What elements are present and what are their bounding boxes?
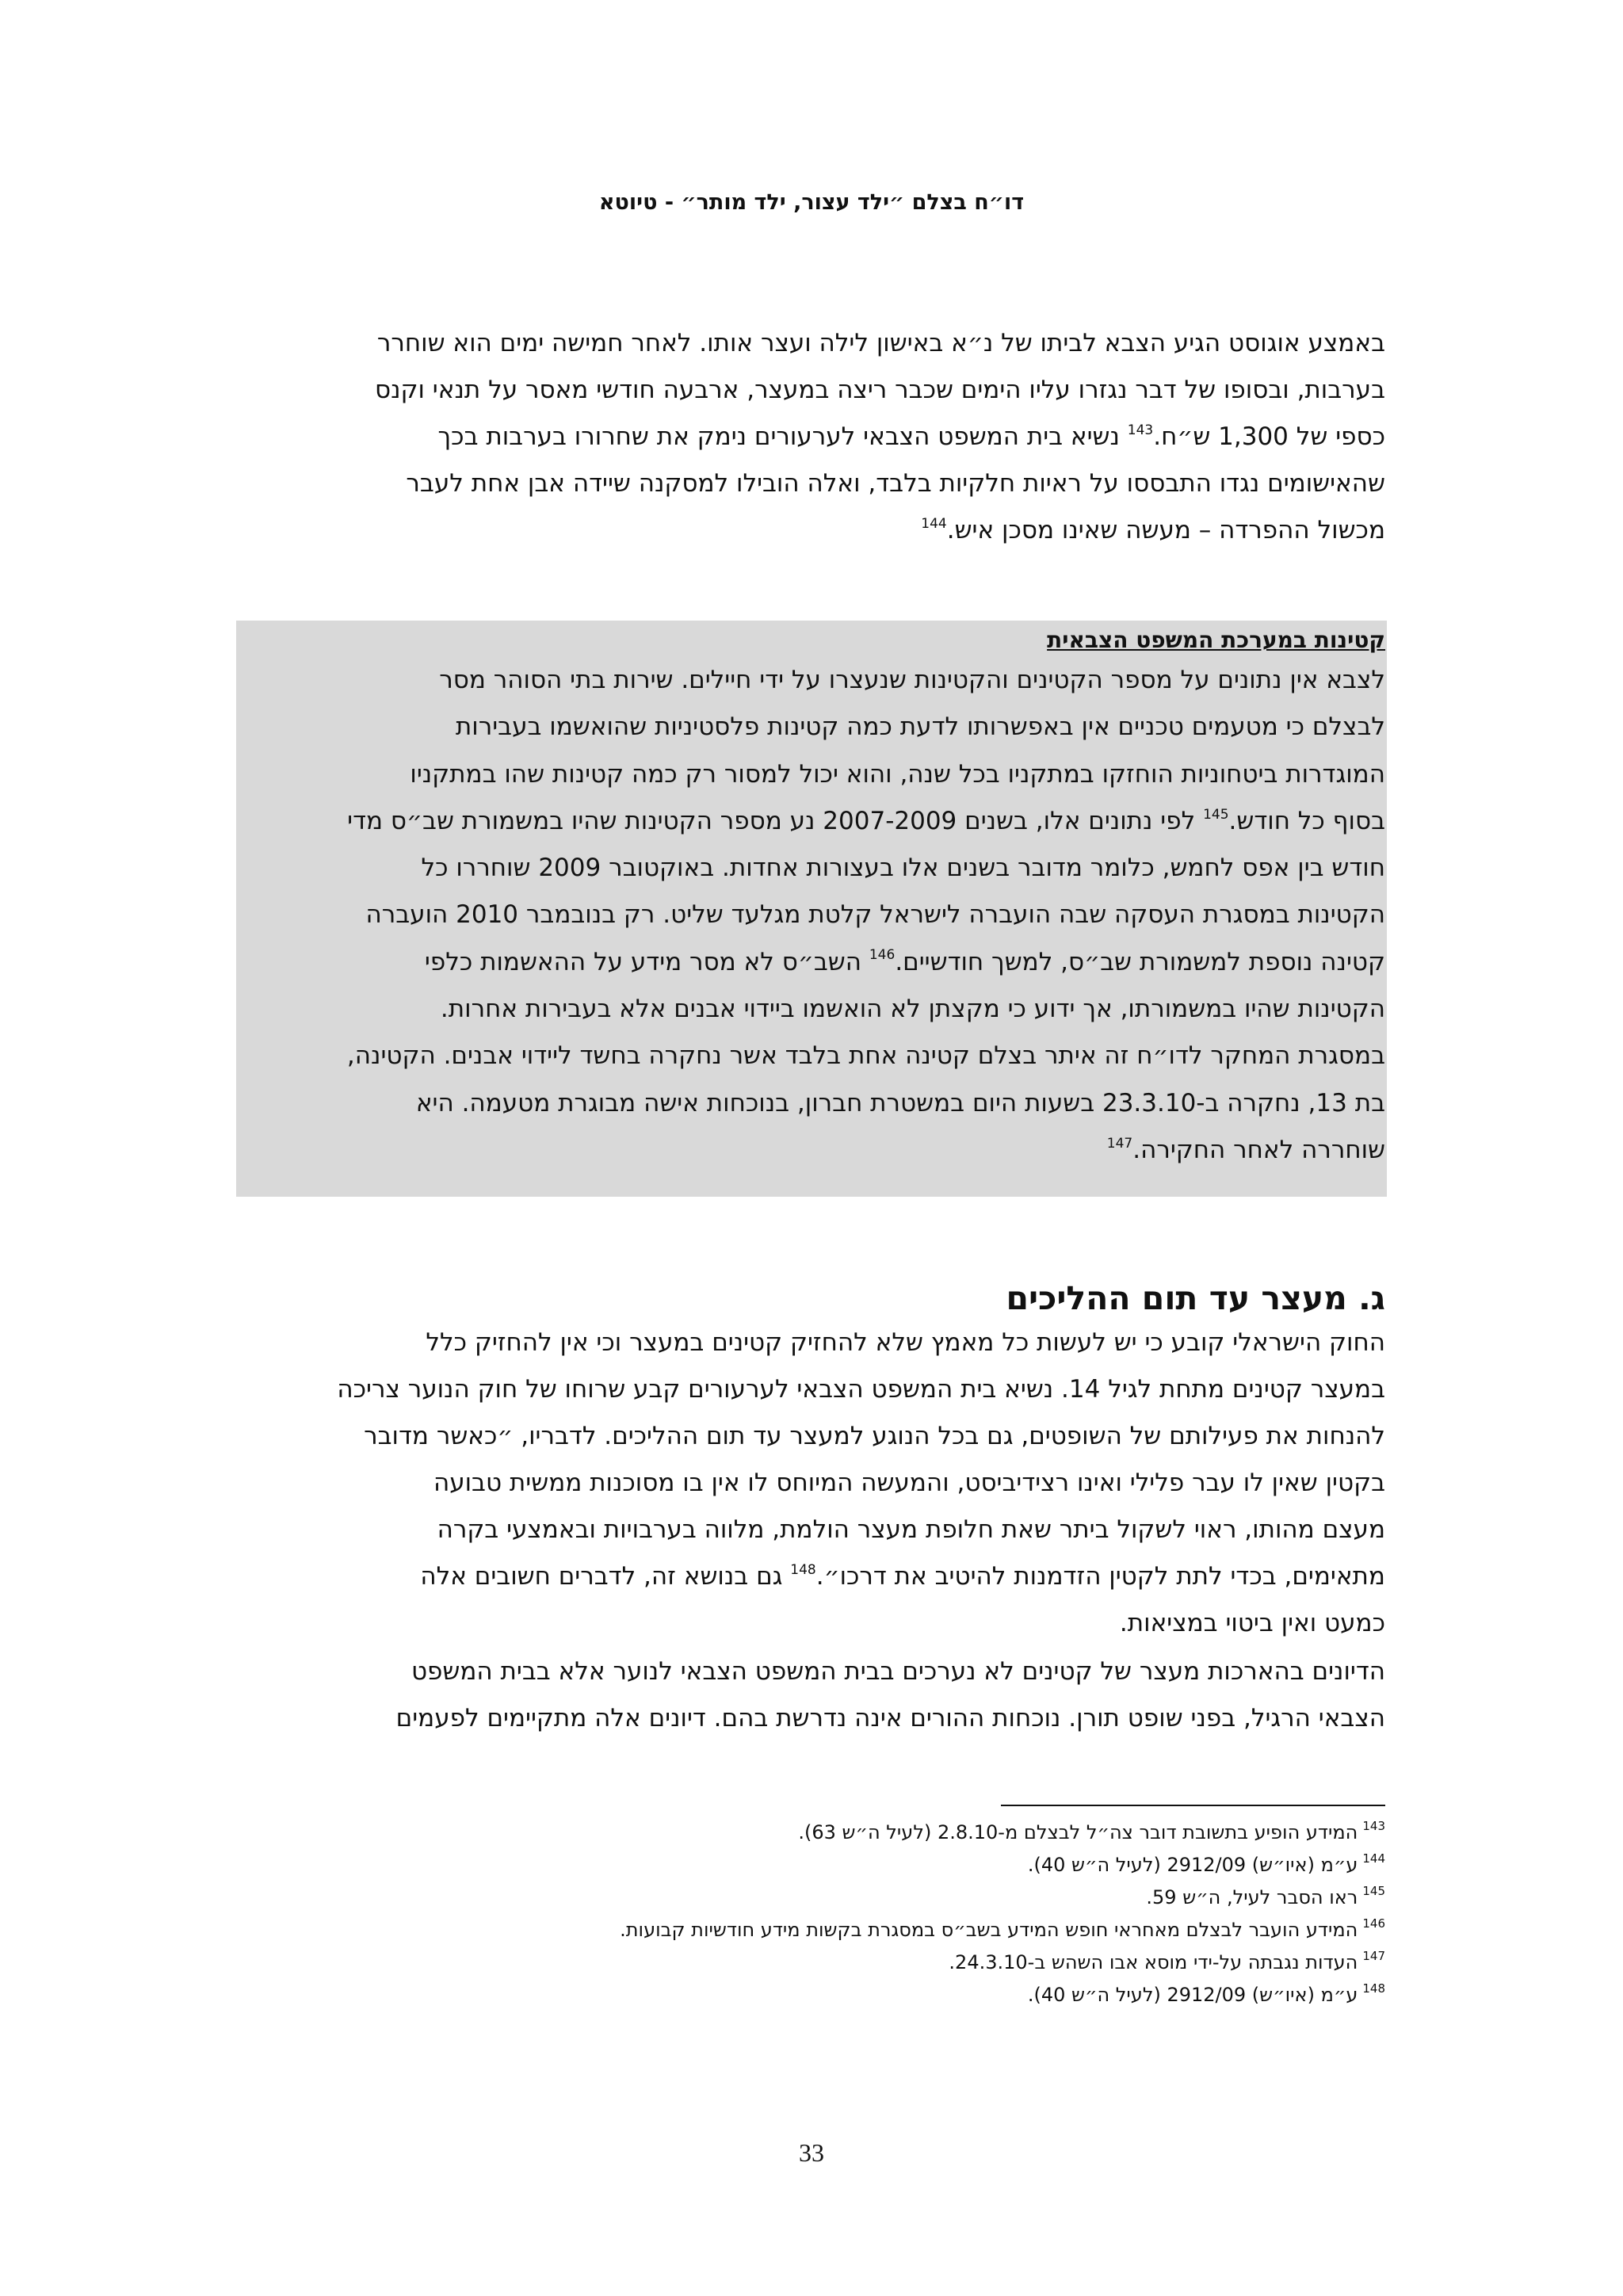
sidebar-box-minor-girls (236, 621, 1387, 1197)
text-line: לצבא אין נתונים על מספר הקטינים והקטינות שנעצרו על ידי חיילים. שירות בתי הסוהר מסר (439, 666, 1385, 694)
paragraph-hearings (238, 1648, 1385, 1742)
footnote-divider (1001, 1805, 1385, 1806)
text-line: בערבות, ובסופו של דבר נגזרו עליו הימים שכבר ריצה במעצר, ארבעה חודשי מאסר על תנאי וקנס (374, 376, 1385, 404)
text-line: שהאישומים נגדו התבססו על ראיות חלקיות בלבד, ואלה הובילו למסקנה שיידה אבן אחת לעבר (406, 469, 1385, 498)
page-number: 33 (799, 2138, 824, 2167)
footnote (238, 1946, 1385, 1979)
footnote-number: 148 (1362, 1981, 1385, 1996)
text-segment: כספי של 1,300 ש״ח. (1153, 422, 1385, 451)
footnote-ref[interactable]: 148 (790, 1561, 816, 1578)
text-segment: נשיא בית המשפט הצבאי לערעורים נימק את שחרורו בערבות בכך (437, 422, 1120, 451)
text-line (238, 798, 1385, 845)
running-header: דו״ח בצלם ״ילד עצור, ילד מותר״ - טיוטא (598, 190, 1025, 215)
text-segment: בסוף כל חודש. (1228, 806, 1385, 835)
text-line: הצבאי הרגיל, בפני שופט תורן. נוכחות ההורים אינה נדרשת בהם. דיונים אלה מתקיימים לפעמים (395, 1704, 1385, 1733)
text-segment: לפי נתונים אלו, בשנים 2007-2009 נע מספר הקטינות שהיו במשמורת שב״ס מדי (347, 806, 1196, 835)
text-line: כמעט ואין ביטוי במציאות. (1119, 1609, 1385, 1637)
text-line: באמצע אוגוסט הגיע הצבא לביתו של נ״א באישון לילה ועצר אותו. לאחר חמישה ימים הוא שוחרר (376, 329, 1385, 357)
footnote-number: 143 (1362, 1819, 1385, 1833)
footnote-ref[interactable]: 143 (1127, 422, 1154, 438)
footnote (238, 1817, 1385, 1849)
text-line: במעצר קטינים מתחת לגיל 14. נשיא בית המשפט הצבאי לערעורים קבע שרוחו של חוק הנוער צריכה (337, 1375, 1385, 1404)
footnote-number: 144 (1362, 1851, 1385, 1866)
footnotes (238, 1817, 1385, 2011)
footnote-text: המידע הופיע בתשובת דובר צה״ל לבצלם מ-2.8.10 (לעיל ה״ש 63). (798, 1821, 1358, 1843)
text-segment: קטינה נוספת למשמורת שב״ס, למשך חודשיים. (895, 947, 1385, 976)
text-segment: שוחררה לאחר החקירה. (1132, 1135, 1385, 1164)
footnote-number: 147 (1362, 1949, 1385, 1963)
text-segment: השב״ס לא מסר מידע על ההאשמות כלפי (424, 947, 861, 976)
text-line: הקטינות שהיו במשמורתו, אך ידוע כי מקצתן לא הואשמו ביידוי אבנים אלא בעבירות אחרות. (440, 995, 1385, 1024)
text-line (238, 1127, 1385, 1174)
footnote-text: ע״מ (איו״ש) 2912/09 (לעיל ה״ש 40). (1027, 1984, 1358, 2006)
text-line: בת 13, נחקרה ב-23.3.10 בשעות היום במשטרת חברון, בנוכחות אישה מבוגרת מטעמה. היא (415, 1088, 1385, 1117)
footnote-ref[interactable]: 144 (921, 515, 947, 532)
text-line: לבצלם כי מטעמים טכניים אין באפשרותו לדעת כמה קטינות פלסטיניות שהואשמו בעבירות (455, 712, 1385, 742)
footnote-ref[interactable]: 146 (869, 947, 896, 964)
paragraph-law (238, 1320, 1385, 1647)
text-line: בקטין שאין לו עבר פלילי ואינו רצידיביסט, והמעשה המיוחס לו אין בו מסוכנות ממשית טבועה (433, 1469, 1385, 1497)
text-segment: מתאימים, בכדי לתת לקטין הזדמנות להיטיב את דרכו״. (815, 1562, 1385, 1591)
footnote-number: 145 (1362, 1884, 1385, 1898)
section-heading: ג. מעצר עד תום ההליכים (1006, 1279, 1385, 1317)
footnote-number: 146 (1362, 1916, 1385, 1931)
footnote (238, 1914, 1385, 1946)
text-line: מעצם מהותו, ראוי לשקול ביתר שאת חלופת מעצר הולמת, מלווה בערבויות ובאמצעי בקרה (437, 1515, 1385, 1544)
footnote (238, 1849, 1385, 1881)
paragraph-arrest (238, 320, 1385, 554)
text-line (238, 507, 1385, 554)
text-line: הקטינות במסגרת העסקה שבה הועברה לישראל קלטת מגלעד שליט. רק בנובמבר 2010 הועברה (365, 900, 1385, 930)
text-line: המוגדרות ביטחוניות הוחזקו במתקניו בכל שנה, והוא יכול למסור רק כמה קטינות שהו במתקניו (410, 759, 1385, 789)
text-line: החוק הישראלי קובע כי יש לעשות כל מאמץ שלא להחזיק קטינים במעצר וכי אין להחזיק כלל (426, 1328, 1385, 1357)
footnote-ref[interactable]: 145 (1203, 806, 1229, 823)
text-line (238, 939, 1385, 986)
box-title: קטינות במערכת המשפט הצבאית (1047, 627, 1385, 653)
text-line: הדיונים בהארכות מעצר של קטינים לא נערכים בבית המשפט הצבאי לנוער אלא בבית המשפט (411, 1657, 1385, 1686)
footnote-text: העדות נגבתה על-ידי מוסא אבו השהש ב-24.3.10. (949, 1951, 1358, 1973)
footnote-ref[interactable]: 147 (1106, 1135, 1133, 1152)
text-line (238, 1553, 1385, 1600)
text-line: חודש בין אפס לחמש, כלומר מדובר בשנים אלו בעצורות אחדות. באוקטובר 2009 שוחררו כל (421, 854, 1385, 883)
text-line (238, 414, 1385, 460)
footnote-text: המידע הועבר לבצלם מאחראי חופש המידע בשב״ס במסגרת בקשות מידע חודשיות קבועות. (620, 1919, 1358, 1941)
text-line: להנחות את פעילותם של השופטים, גם בכל הנוגע למעצר עד תום ההליכים. לדבריו, ״כאשר מדובר (364, 1422, 1385, 1450)
footnote (238, 1881, 1385, 1914)
text-line: במסגרת המחקר לדו״ח זה איתר בצלם קטינה אחת בלבד אשר נחקרה בחשד ליידוי אבנים. הקטינה, (346, 1041, 1385, 1071)
footnote-text: ע״מ (איו״ש) 2912/09 (לעיל ה״ש 40). (1027, 1854, 1358, 1876)
footnote (238, 1979, 1385, 2011)
footnote-text: ראו הסבר לעיל, ה״ש 59. (1146, 1886, 1358, 1908)
text-segment: מכשול ההפרדה – מעשה שאינו מסכן איש. (946, 516, 1385, 544)
text-segment: גם בנושא זה, לדברים חשובים אלה (420, 1562, 783, 1591)
